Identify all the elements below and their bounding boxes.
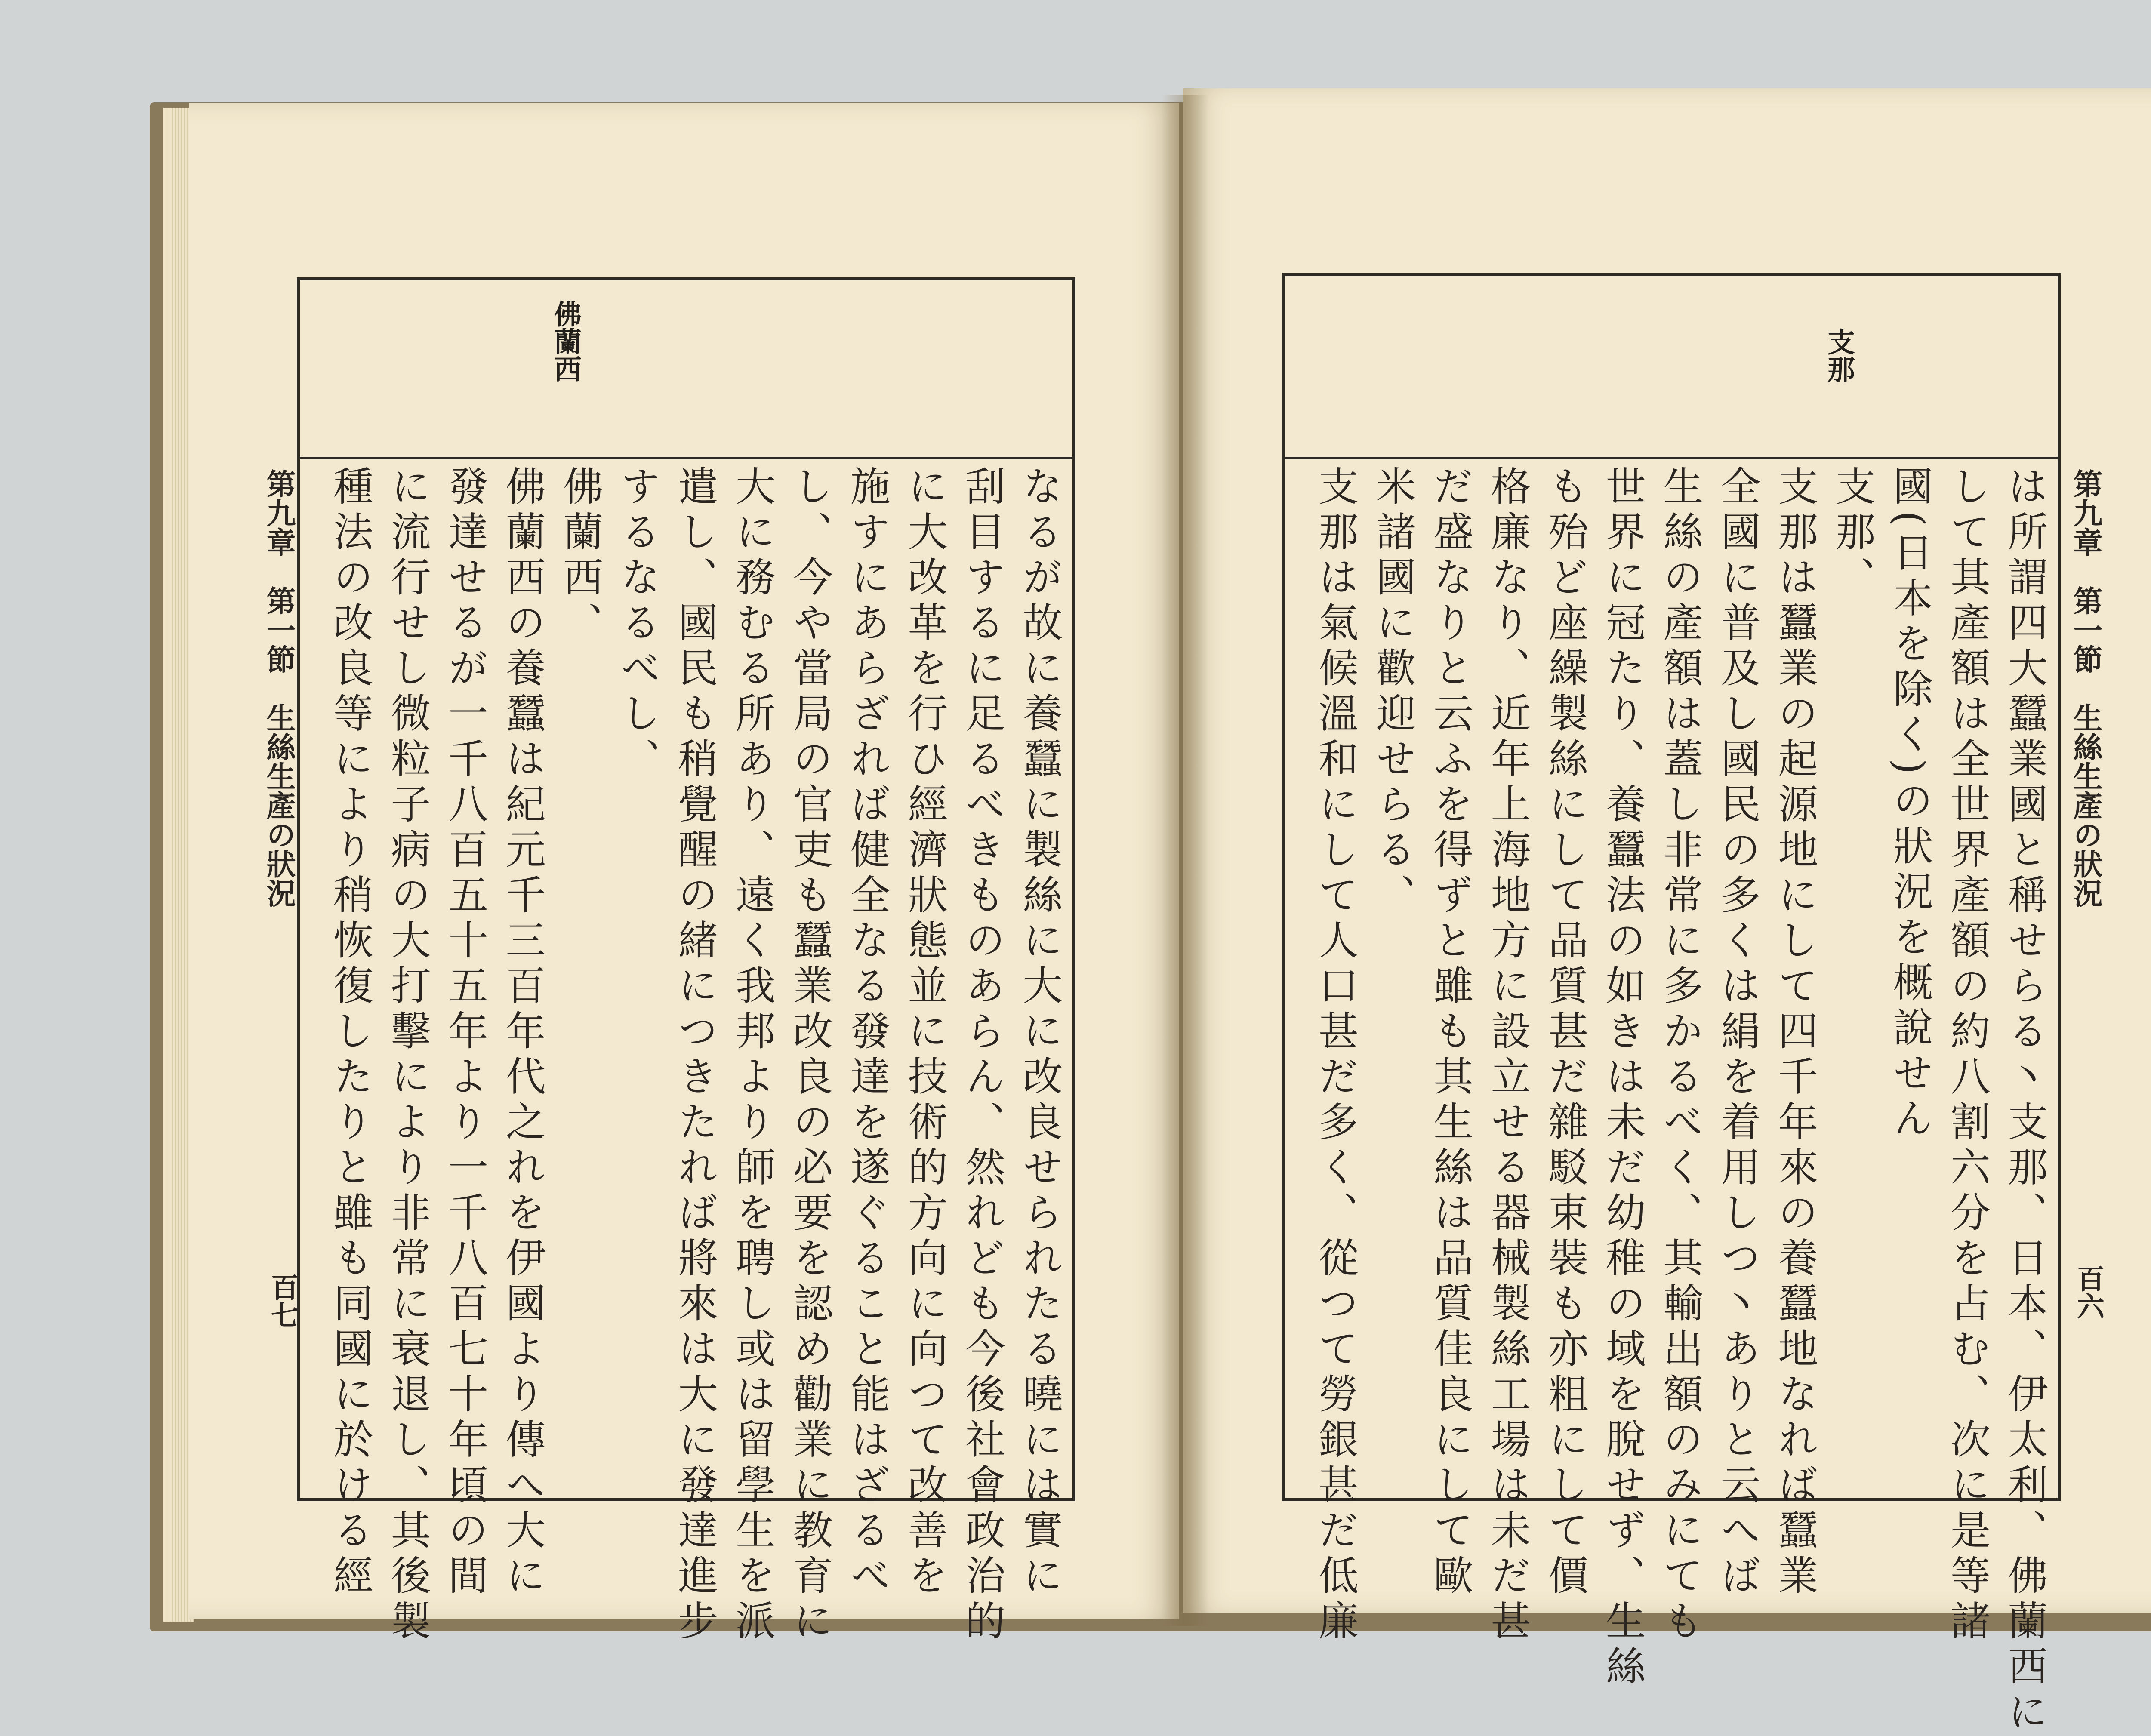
left-text-columns xyxy=(300,465,1072,1645)
left-box-label: 佛蘭西 xyxy=(549,300,582,382)
text-column: し、今や當局の官吏も蠶業改良の必要を認め勸業に教育に xyxy=(786,465,833,1645)
text-column: は所謂四大蠶業國と稱せらる丶支那、日本、伊太利、佛蘭西に xyxy=(2001,465,2048,1736)
text-column: 種法の改良等により稍恢復したりと雖も同國に於ける經 xyxy=(327,465,373,1600)
right-text-columns xyxy=(1285,465,2058,1736)
left-running-header: 第九章 第一節 生絲生產の狀況 xyxy=(262,469,296,908)
left-text-frame xyxy=(297,277,1076,1645)
left-frame-divider xyxy=(300,457,1072,459)
text-column: に流行せし微粒子病の大打擊により非常に衰退し、其後製 xyxy=(384,465,431,1645)
text-column: 支那は氣候溫和にして人口甚だ多く、從つて勞銀甚だ低廉 xyxy=(1312,465,1359,1645)
text-column: 佛蘭西の養蠶は紀元千三百年代之れを伊國より傳へ大に xyxy=(499,465,546,1600)
text-column: 支那は蠶業の起源地にして四千年來の養蠶地なれば蠶業 xyxy=(1771,465,1818,1600)
text-column: 施すにあらざれば健全なる發達を遂ぐること能はざるべ xyxy=(844,465,891,1600)
text-column: 國(日本を除く)の狀況を概說せん xyxy=(1886,465,1933,1143)
text-column: 全國に普及し國民の多くは絹を着用しつ丶ありと云へば xyxy=(1714,465,1761,1600)
right-box-label: 支那 xyxy=(1823,328,1855,383)
book-gutter xyxy=(1162,95,1209,1626)
text-column: 世界に冠たり、養蠶法の如きは未だ幼稚の域を脫せず、生絲 xyxy=(1599,465,1646,1691)
text-column: 米諸國に歡迎せらる、 xyxy=(1369,465,1416,919)
text-column: 格廉なり、近年上海地方に設立せる器械製絲工場は未だ甚 xyxy=(1484,465,1531,1645)
text-column: 生絲の產額は蓋し非常に多かるべく、其輸出額のみにても xyxy=(1656,465,1703,1645)
text-column: なるが故に養蠶に製絲に大に改良せられたる曉には實に xyxy=(1016,465,1063,1600)
left-page-number: 百七 xyxy=(266,1273,299,1328)
text-column: 刮目するに足るべきものあらん、然れども今後社會政治的 xyxy=(958,465,1005,1645)
right-running-header: 第九章 第一節 生絲生產の狀況 xyxy=(2068,469,2103,908)
text-column: 發達せるが一千八百五十五年より一千八百七十年頃の間 xyxy=(441,465,488,1600)
text-column: 佛蘭西、 xyxy=(556,465,603,647)
right-page-number: 百六 xyxy=(2072,1265,2105,1320)
text-column: 支那、 xyxy=(1829,465,1876,602)
text-column: 遣し、國民も稍覺醒の緒につきたれば將來は大に發達進步 xyxy=(671,465,718,1645)
right-frame-divider xyxy=(1285,457,2058,459)
text-column: 大に務むる所あり、遠く我邦より師を聘し或は留學生を派 xyxy=(729,465,776,1645)
text-column: するなるべし、 xyxy=(614,465,661,783)
text-column: だ盛なりと云ふを得ずと雖も其生絲は品質佳良にして歐 xyxy=(1427,465,1473,1600)
right-text-frame xyxy=(1282,273,2061,1736)
text-column: も殆ど座繰製絲にして品質甚だ雜駁束裝も亦粗にして價 xyxy=(1541,465,1588,1600)
text-column: して其產額は全世界產額の約八割六分を占む、次に是等諸 xyxy=(1944,465,1991,1645)
text-column: に大改革を行ひ經濟狀態並に技術的方向に向つて改善を xyxy=(901,465,948,1600)
